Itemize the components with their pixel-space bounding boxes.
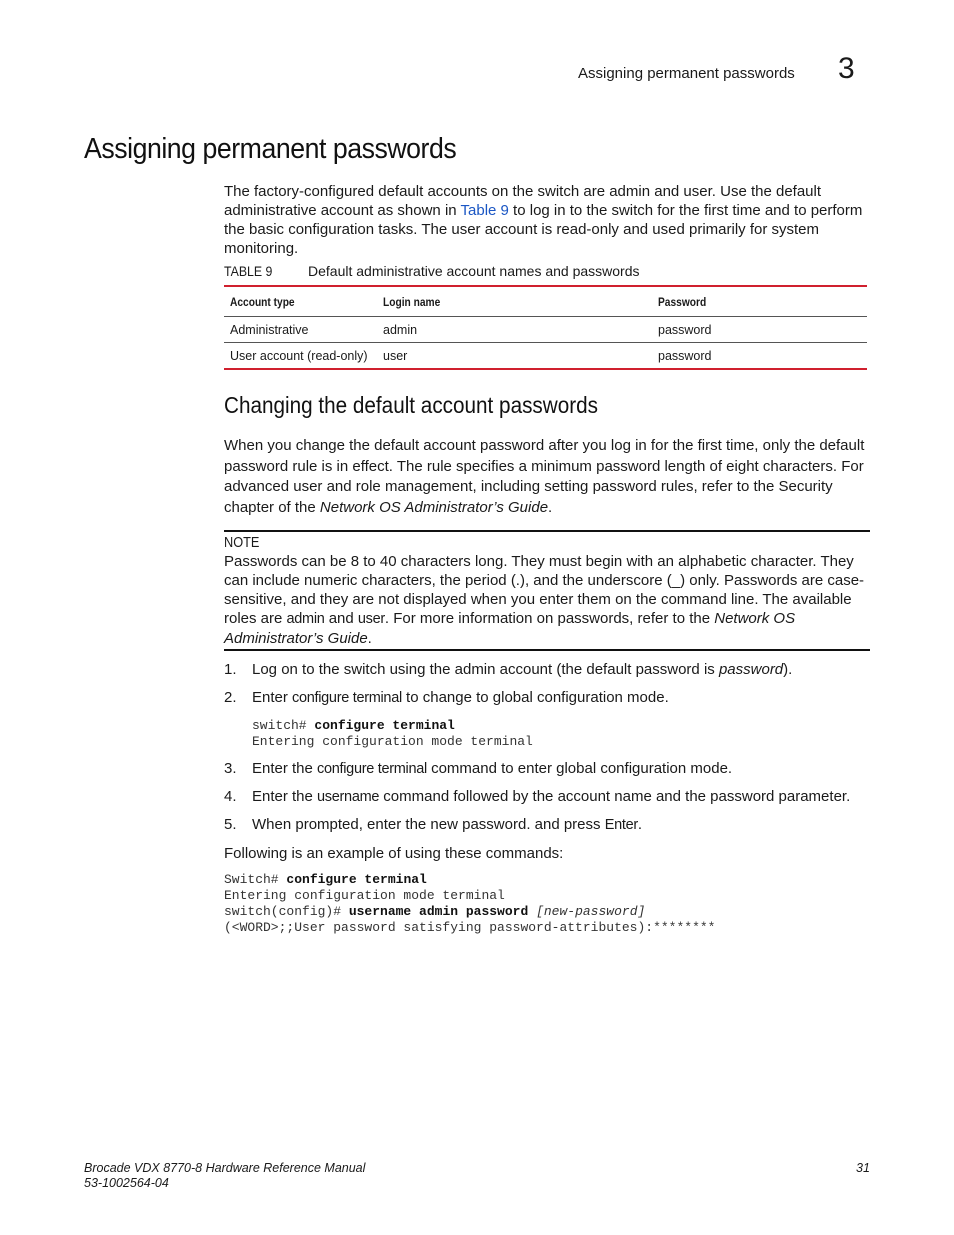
running-header-title: Assigning permanent passwords	[578, 65, 795, 82]
table-cell: admin	[377, 317, 652, 343]
step-number: 1.	[224, 661, 237, 678]
page-number: 31	[856, 1161, 870, 1175]
section-subheading: Changing the default account passwords	[224, 392, 599, 418]
intro-text-2: to log in to the switch for the first time and to perform the basic configuration tasks. The user account is read-only and used primarily for system monitoring.	[224, 202, 863, 257]
step-2: Enter configure terminal to change to global configuration mode.	[252, 689, 669, 706]
intro-text-1: The factory-configured default accounts on the switch are admin and user. Use the default administrative account as shown in	[224, 183, 822, 219]
step-number: 5.	[224, 816, 237, 833]
intro-paragraph	[224, 182, 868, 258]
code-block-1: switch# configure terminal Entering configuration mode terminal	[252, 718, 533, 749]
table-row	[224, 343, 867, 370]
step-number: 3.	[224, 760, 237, 777]
guide-title: Network OS Administrator’s Guide	[319, 498, 549, 516]
table-row	[224, 317, 867, 343]
table-cell: password	[652, 317, 867, 343]
note-text: Passwords can be 8 to 40 characters long. They must begin with an alphabetic character. They can include numeric characters, the period (.), and the underscore (_) only. Passwords are case-sensitive, and they are not displayed when you enter them on the command line. The available roles are admin and user. For more information on passwords, refer to the Network OS Administrator’s Guide.	[224, 553, 865, 647]
step-number: 2.	[224, 689, 237, 706]
table-header-cell: Account type	[224, 286, 377, 317]
example-intro: Following is an example of using these commands:	[224, 845, 564, 862]
note-bottom-rule	[224, 649, 870, 651]
step-1: Log on to the switch using the admin account (the default password is password).	[252, 661, 793, 678]
step-4: Enter the username command followed by the account name and the password parameter.	[252, 788, 851, 805]
footer-doc-number: 53-1002564-04	[84, 1176, 169, 1190]
step-3: Enter the configure terminal command to enter global configuration mode.	[252, 760, 733, 777]
role-admin: admin	[286, 611, 325, 627]
note-top-rule	[224, 530, 870, 532]
table-header-cell: Login name	[377, 286, 652, 317]
table-9-link[interactable]: Table 9	[460, 202, 509, 219]
code-block-2: Switch# configure terminal Entering configuration mode terminal switch(config)# username admin password [new-password] (<WORD>;;User password satisfying password-attributes):********	[224, 872, 716, 935]
step-number: 4.	[224, 788, 237, 805]
accounts-table	[224, 285, 867, 370]
table-header-cell: Password	[652, 286, 867, 317]
step-5: When prompted, enter the new password. and press Enter.	[252, 816, 643, 833]
table-cell: password	[652, 343, 867, 370]
table-cell: Administrative	[224, 317, 377, 343]
table-cell: user	[377, 343, 652, 370]
table-caption	[224, 263, 868, 279]
password-rule-paragraph: When you change the default account password after you log in for the first time, only the default password rule is in effect. The rule specifies a minimum password length of eight characters. For advanced user and role management, including setting password rules, refer to the Security chapter of the Network OS Administrator’s Guide.	[224, 437, 865, 516]
table-caption-text: Default administrative account names and passwords	[308, 263, 640, 279]
table-header-row	[224, 286, 867, 317]
page-title: Assigning permanent passwords	[84, 133, 457, 165]
table-label: TABLE 9	[224, 263, 273, 279]
guide-title: Network OS Administrator’s Guide	[224, 610, 796, 647]
note-label: NOTE	[224, 535, 260, 551]
para2-text: When you change the default account password after you log in for the first time, only the default password rule is in effect. The rule specifies a minimum password length of eight characters. For advanced user and role management, including setting password rules, refer to the Security chapter of the	[224, 437, 865, 516]
chapter-number: 3	[838, 52, 855, 85]
table-cell: User account (read-only)	[224, 343, 377, 370]
footer-manual-title: Brocade VDX 8770-8 Hardware Reference Manual	[84, 1161, 366, 1175]
role-user: user	[357, 611, 385, 627]
